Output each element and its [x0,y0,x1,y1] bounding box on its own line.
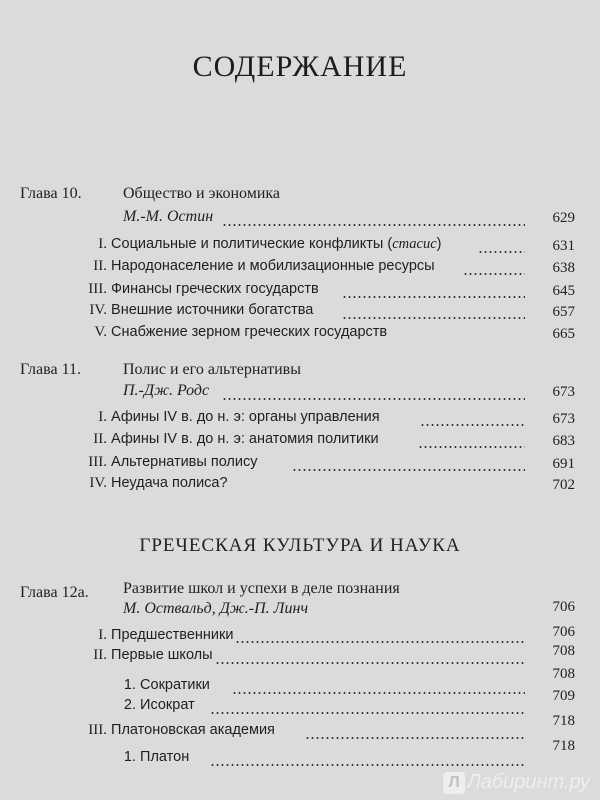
item-page-number: 638 [552,260,575,276]
item-label: Предшественники [111,627,234,643]
chapter-title: Полис и его альтернативы [123,361,301,378]
item-page-number: 665 [552,326,575,342]
toc-item [75,722,275,744]
item-page-number: 702 [552,477,575,493]
item-number: IV. [89,475,107,491]
item-label: Социальные и политические конфликты (стасис) [111,236,442,252]
item-label: Платоновская академия [111,722,275,738]
item-page-number: 718 [552,713,575,729]
item-number: I. [98,409,107,425]
item-number: II. [93,431,107,447]
toc-item [75,475,228,497]
chapter-label: Глава 10. [20,185,82,202]
item-number: 1. [123,749,136,765]
chapter-author: П.-Дж. Родс [123,382,210,399]
toc-item [75,409,380,431]
toc-item [75,454,258,476]
item-number: III. [88,454,107,470]
item-number: III. [88,722,107,738]
leader-dots [420,424,525,426]
item-label: Народонаселение и мобилизационные ресурсы [111,258,435,274]
item-label-emphasis: стасис [392,236,437,252]
leader-dots [463,273,525,275]
item-label: Финансы греческих государств [111,281,319,297]
chapter-title: Развитие школ и успехи в деле познания [123,580,400,597]
item-label: Снабжение зерном греческих государств [111,324,388,340]
item-page-number: 683 [552,433,575,449]
page-title: СОДЕРЖАНИЕ [192,50,408,83]
item-page-number: 645 [552,283,575,299]
leader-dots [342,296,525,298]
item-page-number: 708 [552,643,575,659]
leader-dots [222,224,525,226]
item-page-number: 709 [552,688,575,704]
toc-item [75,258,435,280]
item-page-number: 706 [552,624,575,640]
item-number: V. [94,324,107,340]
leader-dots [342,317,525,319]
item-label: Платон [140,749,190,765]
leader-dots [292,469,525,471]
item-label: Альтернативы полису [111,454,258,470]
leader-dots [232,692,525,694]
item-page-number: 631 [552,238,575,254]
toc-item [118,677,210,699]
item-page-number: 691 [552,456,575,472]
item-label: Афины IV в. до н. э: органы управления [111,409,380,425]
chapter-page-number: 706 [552,599,575,615]
leader-dots [210,712,525,714]
labirint-logo-icon: Л [443,772,465,794]
watermark-text: Лабиринт.ру [467,771,590,793]
leader-dots [235,641,525,643]
toc-item [75,324,387,346]
item-page-number: 657 [552,304,575,320]
leader-dots [418,446,525,448]
item-label: Неудача полиса? [111,475,228,491]
toc-item [75,281,319,303]
toc-item [75,236,442,258]
chapter-label: Глава 12а. [20,584,89,601]
leader-dots [222,398,525,400]
chapter-title: Общество и экономика [123,185,281,202]
chapter-page-number: 673 [552,384,575,400]
toc-item [75,627,233,649]
leader-dots [215,662,525,664]
item-number: II. [93,647,107,663]
chapter-label: Глава 11. [20,361,81,378]
leader-dots [478,251,525,253]
chapter-author: М.-М. Остин [123,208,214,225]
item-page-number: 708 [552,666,575,682]
item-page-number: 718 [552,738,575,754]
item-number: III. [88,281,107,297]
item-page-number: 673 [552,411,575,427]
toc-item [75,431,379,453]
item-label: Афины IV в. до н. э: анатомия политики [111,431,379,447]
toc-item [118,749,189,771]
toc-item [75,302,313,324]
leader-dots [305,737,525,739]
chapter-page-number: 629 [552,210,575,226]
toc-item [118,697,195,719]
watermark [443,771,590,794]
section-title: ГРЕЧЕСКАЯ КУЛЬТУРА И НАУКА [139,535,461,556]
item-number: I. [98,627,107,643]
leader-dots [210,764,525,766]
item-label: Сократики [140,677,210,693]
toc-item [75,647,213,669]
item-label: Первые школы [111,647,213,663]
item-label: Внешние источники богатства [111,302,314,318]
item-number: II. [93,258,107,274]
chapter-author: М. Оствальд, Дж.-П. Линч [123,600,309,617]
item-number: IV. [89,302,107,318]
item-label: Исократ [140,697,195,713]
item-number: I. [98,236,107,252]
item-number: 2. [123,697,136,713]
item-number: 1. [123,677,136,693]
